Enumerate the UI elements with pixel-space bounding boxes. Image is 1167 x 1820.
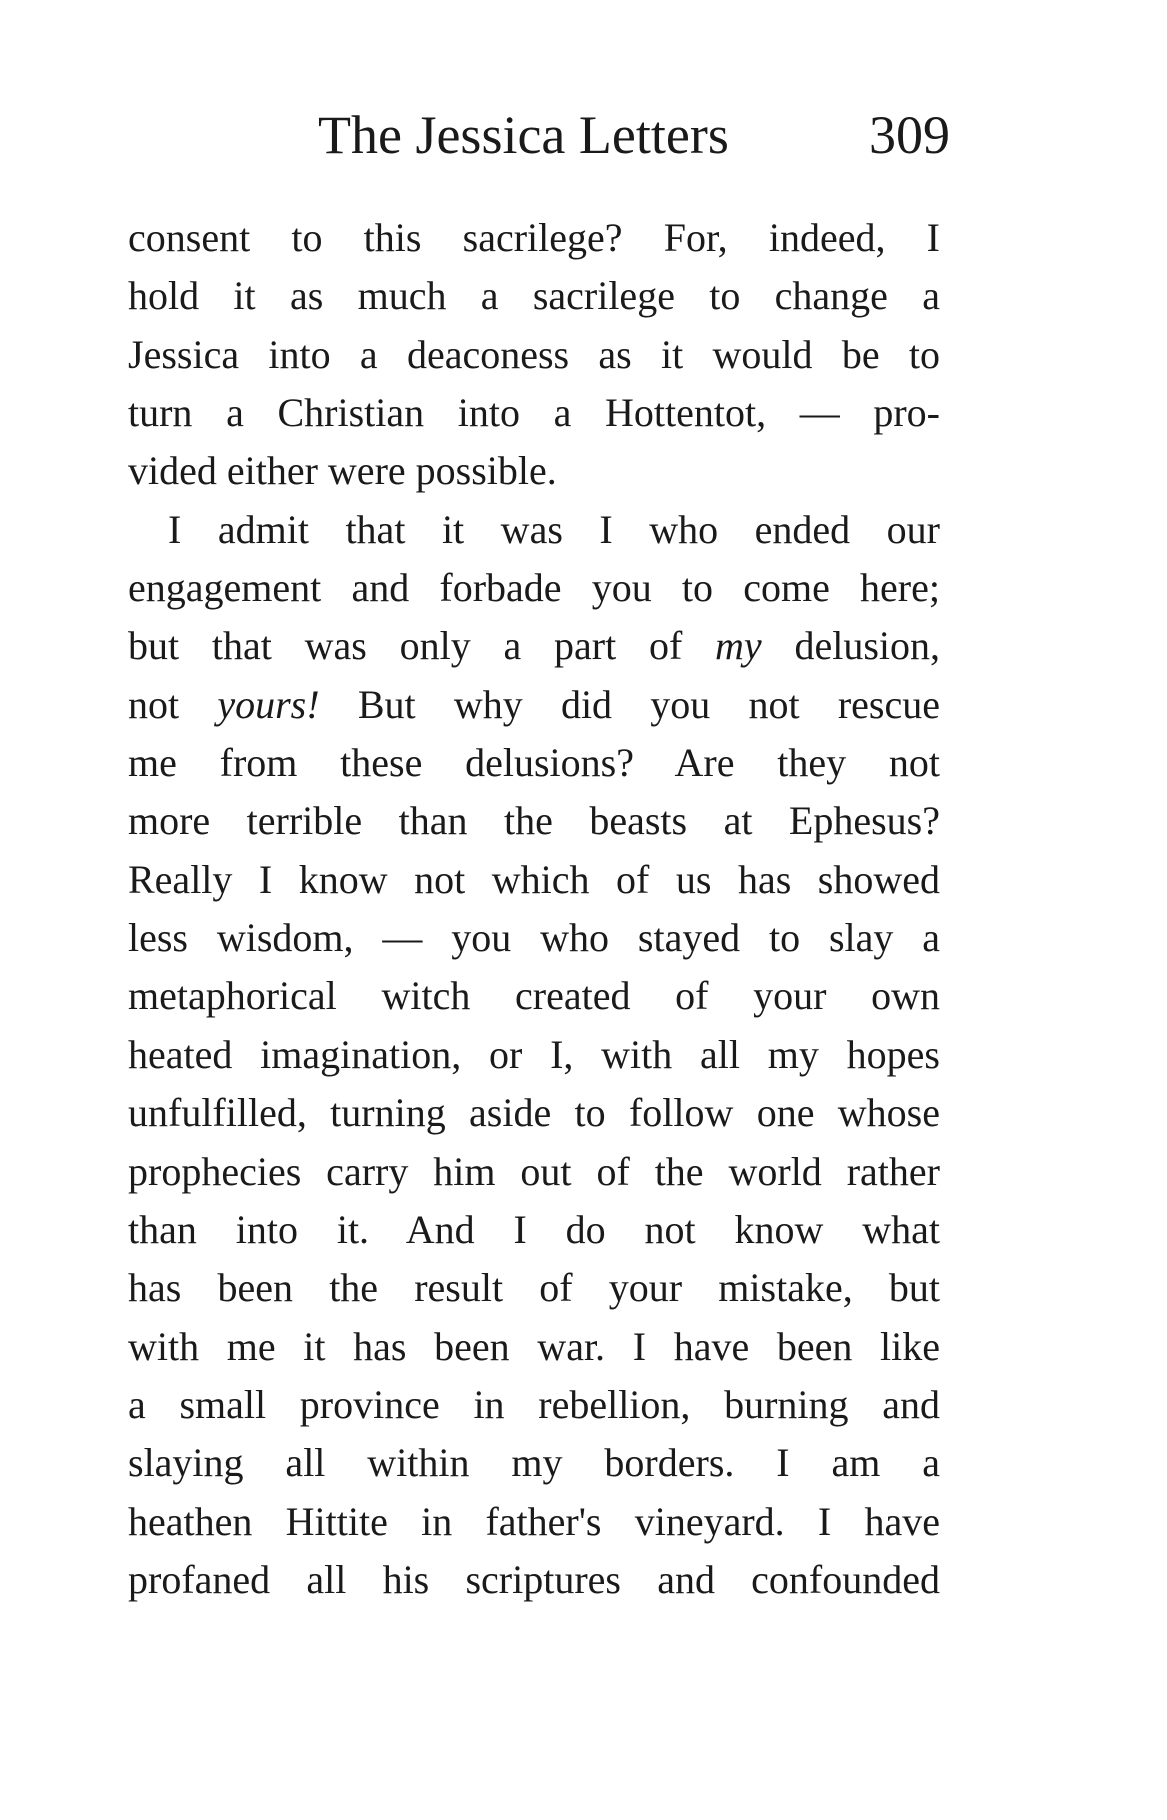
text-line: than into it. And I do not know what — [128, 1206, 940, 1252]
text-line: unfulfilled, turning aside to follow one whose — [128, 1090, 940, 1136]
paragraph-start-line: I admit that it was I who ended our — [168, 506, 940, 552]
text-segment: but that was only a part of — [128, 623, 683, 669]
text-line-with-emphasis — [128, 617, 940, 675]
text-segment: But why did you not rescue — [357, 681, 940, 727]
text-segment: delusion, — [794, 623, 940, 669]
running-title: The Jessica Letters — [318, 105, 729, 165]
text-line: with me it has been war. I have been like — [128, 1323, 940, 1369]
body-text — [128, 209, 940, 1609]
emphasis-text: my — [715, 623, 762, 669]
page-number: 309 — [869, 105, 950, 165]
text-line: me from these delusions? Are they not — [128, 740, 940, 786]
text-line: profaned all his scriptures and confounded — [128, 1556, 940, 1602]
emphasis-text: yours! — [217, 681, 320, 727]
text-line: vided either were possible. — [128, 448, 557, 494]
text-line: heathen Hittite in father's vineyard. I have — [128, 1498, 940, 1544]
text-line: metaphorical witch created of your own — [128, 973, 940, 1019]
text-line: consent to this sacrilege? For, indeed, I — [128, 215, 940, 260]
text-line: Jessica into a deaconess as it would be to — [128, 331, 940, 377]
text-line: heated imagination, or I, with all my hopes — [128, 1031, 940, 1077]
text-line: slaying all within my borders. I am a — [128, 1440, 940, 1486]
text-line: a small province in rebellion, burning and — [128, 1381, 940, 1427]
text-line: more terrible than the beasts at Ephesus? — [128, 798, 940, 844]
text-line: less wisdom, — you who stayed to slay a — [128, 915, 940, 961]
text-line: hold it as much a sacrilege to change a — [128, 273, 940, 319]
text-line: Really I know not which of us has showed — [128, 856, 940, 902]
text-line: prophecies carry him out of the world rather — [128, 1148, 940, 1194]
text-line: turn a Christian into a Hottentot, — pro- — [128, 390, 940, 436]
running-head — [318, 100, 950, 170]
text-line: has been the result of your mistake, but — [128, 1265, 940, 1311]
text-line: engagement and forbade you to come here; — [128, 565, 940, 611]
text-line-with-emphasis — [128, 676, 940, 734]
text-segment: not — [128, 681, 180, 727]
